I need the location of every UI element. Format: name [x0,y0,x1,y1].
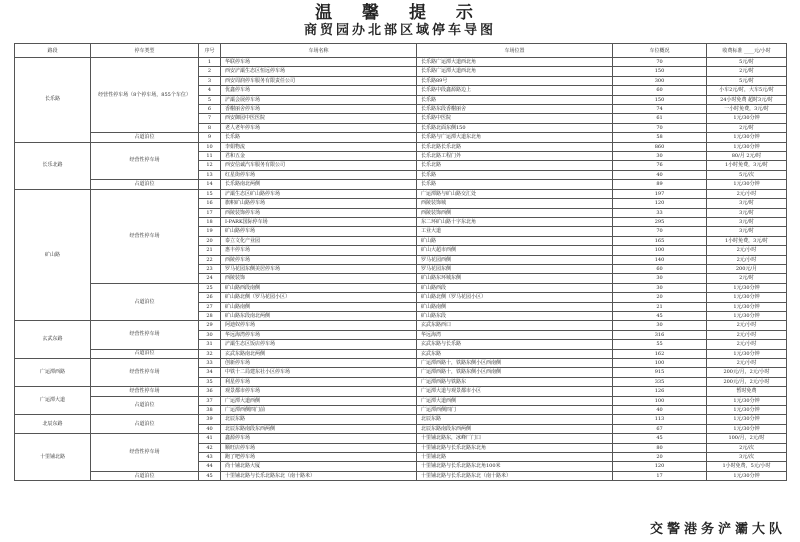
fee-cell: 一小时免费，3元/时 [707,105,787,114]
table-row [15,396,787,405]
serial-no-cell: 12 [199,161,221,170]
spots-cell: 58 [613,133,707,142]
lot-location-cell: 长乐路中医院 [417,114,613,123]
lot-name-cell: 优鑫停车场 [221,86,417,95]
lot-name-cell: 华远海湾停车场 [221,330,417,339]
header-fee: 收费标准 ____元/小时 [707,44,787,58]
serial-no-cell: 7 [199,114,221,123]
lot-location-cell: 玄武东路西口 [417,321,613,330]
lot-name-cell: 北辰东路 [221,415,417,424]
table-row [15,283,787,292]
spots-cell: 30 [613,283,707,292]
lot-name-cell: 浐灞生态区矿山路停车场 [221,189,417,198]
lot-name-cell: 矿山路北侧（罗马花园小区） [221,293,417,302]
spots-cell: 113 [613,415,707,424]
lot-location-cell: 东二环矿山路十字东北角 [417,217,613,226]
spots-cell: 120 [613,462,707,471]
serial-no-cell: 1 [199,58,221,67]
fee-cell: 5元/次 [707,170,787,179]
spots-cell: 30 [613,321,707,330]
serial-no-cell: 28 [199,311,221,320]
spots-cell: 61 [613,114,707,123]
lot-location-cell: 广运潭西侧四门 [417,406,613,415]
lot-location-cell: 华远海湾 [417,330,613,339]
lot-location-cell: 玄武东路与长乐路 [417,340,613,349]
table-row [15,180,787,189]
serial-no-cell: 17 [199,208,221,217]
fee-cell: 1元/30分钟 [707,114,787,123]
spots-cell: 162 [613,349,707,358]
fee-cell: 1元/30分钟 [707,396,787,405]
serial-no-cell: 22 [199,255,221,264]
spots-cell: 30 [613,152,707,161]
serial-no-cell: 27 [199,302,221,311]
lot-name-cell: 罗马花园东侧美居停车场 [221,264,417,273]
serial-no-cell: 39 [199,415,221,424]
lot-location-cell: 罗马花园东侧 [417,264,613,273]
table-row [15,387,787,396]
fee-cell: 80/月 2元/时 [707,152,787,161]
lot-name-cell: 长乐路 [221,133,417,142]
serial-no-cell: 45 [199,471,221,480]
lot-name-cell: 华联停车场 [221,58,417,67]
table-row [15,359,787,368]
fee-cell: 200元/月，2元/小时 [707,368,787,377]
lot-location-cell: 长乐路东段香榭丽舍 [417,105,613,114]
spots-cell: 860 [613,142,707,151]
lot-location-cell: 长乐北路长乐北路 [417,142,613,151]
serial-no-cell: 40 [199,424,221,433]
lot-location-cell: 西陵装饰西侧 [417,208,613,217]
lot-name-cell: 西安御园中医医院 [221,114,417,123]
fee-cell: 2元/小时 [707,255,787,264]
serial-no-cell: 19 [199,227,221,236]
fee-cell: 3元/时 [707,227,787,236]
table-body [15,58,787,481]
fee-cell: 3元/次 [707,453,787,462]
serial-no-cell: 42 [199,443,221,452]
lot-location-cell: 长乐路北面东侧150 [417,123,613,132]
lot-location-cell: 长乐路 [417,170,613,179]
lot-location-cell: 矿山路 [417,236,613,245]
lot-location-cell: 北辰东路南段东西两侧 [417,424,613,433]
parking-type-cell: 经营性停车场 [91,321,199,349]
lot-name-cell: 西陵装饰停车场 [221,208,417,217]
lot-name-cell: 鑫源停车场 [221,434,417,443]
spots-cell: 67 [613,424,707,433]
serial-no-cell: 41 [199,434,221,443]
spots-cell: 76 [613,161,707,170]
lot-location-cell: 广运潭西路十，铁路东侧小区西南侧 [417,359,613,368]
spots-cell: 197 [613,189,707,198]
serial-no-cell: 18 [199,217,221,226]
spots-cell: 55 [613,340,707,349]
parking-type-cell: 经营性停车场 [91,142,199,180]
lot-location-cell: 矿山路南侧 [417,302,613,311]
serial-no-cell: 33 [199,359,221,368]
fee-cell: 2元/小时 [707,321,787,330]
serial-no-cell: 20 [199,236,221,245]
lot-location-cell: 广运潭大道与观景都市小区 [417,387,613,396]
header-location: 车场位置 [417,44,613,58]
spots-cell: 33 [613,208,707,217]
lot-name-cell: 浐灞会展停车场 [221,95,417,104]
header-no: 序号 [199,44,221,58]
page-title: 温 馨 提 示 [315,3,485,23]
parking-type-cell: 占道泊位 [91,283,199,321]
serial-no-cell: 16 [199,199,221,208]
lot-location-cell: 工业大道 [417,227,613,236]
lot-location-cell: 长乐路与广运潭大道东北角 [417,133,613,142]
fee-cell: 1元/30分钟 [707,302,787,311]
header-road: 路段 [15,44,91,58]
serial-no-cell: 21 [199,246,221,255]
header-name: 车场名称 [221,44,417,58]
spots-cell: 60 [613,264,707,273]
fee-cell: 1元/30分钟 [707,406,787,415]
fee-cell: 3元/时 [707,217,787,226]
lot-location-cell: 广运潭大道西侧 [417,396,613,405]
spots-cell: 74 [613,105,707,114]
lot-location-cell: 长乐路广运潭大道西北角 [417,58,613,67]
parking-type-cell: 占道泊位 [91,415,199,434]
lot-location-cell: 广运潭西路十，铁路东侧小区西南侧 [417,368,613,377]
lot-name-cell: 顺旺店停车场 [221,443,417,452]
lot-name-cell: 中铁十二局建东社小区停车场 [221,368,417,377]
fee-cell: 5元/时 [707,76,787,85]
serial-no-cell: 34 [199,368,221,377]
table-row [15,189,787,198]
page-subtitle: 商贸园办北部区域停车导图 [303,23,496,38]
fee-cell: 1元/30分钟 [707,311,787,320]
road-cell: 广运潭西路 [15,359,91,387]
lot-location-cell: 矿山路东段 [417,311,613,320]
lot-name-cell: 十里铺北路与长乐北路东北（南十路米） [221,471,417,480]
lot-name-cell: 北辰东路南段东西两侧 [221,424,417,433]
serial-no-cell: 32 [199,349,221,358]
spots-cell: 70 [613,58,707,67]
parking-type-cell: 经营性停车场 [91,359,199,387]
fee-cell: 3元/时 [707,208,787,217]
footer-brigade: 交警港务浐灞大队 [649,522,786,537]
fee-cell: 1小时免费，3元/时 [707,161,787,170]
serial-no-cell: 9 [199,133,221,142]
lot-location-cell: 长乐路中段鑫源路边上 [417,86,613,95]
lot-name-cell: 西安周润停车服务有限责任公司 [221,76,417,85]
spots-cell: 100 [613,246,707,255]
lot-location-cell: 罗马花园西侧 [417,255,613,264]
lot-location-cell: 矿山路东环城东侧 [417,274,613,283]
fee-cell: 1小时免费，3元/时 [707,236,787,245]
serial-no-cell: 14 [199,180,221,189]
fee-cell: 3元/时 [707,199,787,208]
spots-cell: 45 [613,434,707,443]
lot-location-cell: 十里铺北路与长乐北路东北角 [417,443,613,452]
lot-location-cell: 矿山大超市西侧 [417,246,613,255]
fee-cell: 5元/时 [707,58,787,67]
lot-name-cell: 玄武东路南北两侧 [221,349,417,358]
lot-name-cell: 香榭丽舍停车场 [221,105,417,114]
spots-cell: 295 [613,217,707,226]
fee-cell: 2元/小时 [707,246,787,255]
spots-cell: 915 [613,368,707,377]
lot-name-cell: 惠丰停车场 [221,246,417,255]
lot-name-cell: 浐灞生态区饭店停车场 [221,340,417,349]
fee-cell: 2元/小时 [707,330,787,339]
serial-no-cell: 25 [199,283,221,292]
table-row [15,321,787,330]
road-cell: 长乐路 [15,58,91,143]
spots-cell: 70 [613,123,707,132]
spots-cell: 45 [613,311,707,320]
spots-cell: 150 [613,95,707,104]
lot-location-cell: 十里铺北路东，冰峰厂门口 [417,434,613,443]
fee-cell: 2元/时 [707,274,787,283]
serial-no-cell: 29 [199,321,221,330]
lot-name-cell: 矿山路西段南侧 [221,283,417,292]
serial-no-cell: 6 [199,105,221,114]
lot-name-cell: I-PARK国际停车场 [221,217,417,226]
serial-no-cell: 30 [199,330,221,339]
lot-name-cell: 李娟物流 [221,142,417,151]
serial-no-cell: 4 [199,86,221,95]
lot-name-cell: 西安浐灞生态区恒远停车场 [221,67,417,76]
table-row [15,434,787,443]
parking-type-cell: 占道泊位 [91,133,199,142]
table-row [15,349,787,358]
lot-name-cell: 创新停车场 [221,359,417,368]
serial-no-cell: 37 [199,396,221,405]
serial-no-cell: 31 [199,340,221,349]
serial-no-cell: 43 [199,453,221,462]
lot-name-cell: 广运潭大道西侧 [221,396,417,405]
lot-location-cell: 矿山路北侧（罗马花园小区） [417,293,613,302]
spots-cell: 140 [613,255,707,264]
spots-cell: 165 [613,236,707,245]
lot-name-cell: 西陵停车场 [221,255,417,264]
lot-location-cell: 长乐路 [417,95,613,104]
lot-name-cell: 红星街停车场 [221,170,417,179]
spots-cell: 100 [613,396,707,405]
lot-location-cell: 长乐路 [417,180,613,189]
spots-cell: 316 [613,330,707,339]
road-cell: 矿山路 [15,189,91,321]
lot-location-cell: 十里铺北路 [417,453,613,462]
parking-type-cell: 经营性停车场 [91,387,199,396]
parking-table [14,43,787,481]
table-row [15,142,787,151]
fee-cell: 1元/30分钟 [707,424,787,433]
serial-no-cell: 24 [199,274,221,283]
lot-name-cell: 矿山路东段南北两侧 [221,311,417,320]
fee-cell: 2元/次 [707,443,787,452]
fee-cell: 小车2元/时，大车5元/时 [707,86,787,95]
parking-type-cell: 经营性停车场 [91,189,199,283]
lot-location-cell: 广运潭路与矿山路交汇处 [417,189,613,198]
fee-cell: 2元/小时 [707,359,787,368]
lot-name-cell: 西陵装饰 [221,274,417,283]
lot-location-cell: 长乐路89号 [417,76,613,85]
lot-location-cell: 北辰东路 [417,415,613,424]
serial-no-cell: 2 [199,67,221,76]
spots-cell: 40 [613,406,707,415]
lot-name-cell: 老人老年停车场 [221,123,417,132]
lot-location-cell: 矿山路西段 [417,283,613,292]
fee-cell: 1元/30分钟 [707,293,787,302]
lot-location-cell: 广运潭西路与铁路东 [417,377,613,386]
lot-name-cell: 西安信诚汽车服务有限公司 [221,161,417,170]
spots-cell: 21 [613,302,707,311]
lot-location-cell: 玄武东路 [417,349,613,358]
lot-location-cell: 长乐北路工程门外 [417,152,613,161]
parking-type-cell: 经营性停车场（8个停车场，855个车位） [91,58,199,133]
serial-no-cell: 11 [199,152,221,161]
fee-cell: 100/月，2元/时 [707,434,787,443]
table-row [15,58,787,67]
lot-location-cell: 十里铺北路与长乐北路东北（南十路米） [417,471,613,480]
fee-cell: 1元/30分钟 [707,349,787,358]
road-cell: 北辰东路 [15,415,91,434]
parking-type-cell: 占道泊位 [91,396,199,415]
fee-cell: 2元/小时 [707,189,787,198]
fee-cell: 200元/月 [707,264,787,273]
road-cell: 玄武东路 [15,321,91,359]
spots-cell: 335 [613,377,707,386]
spots-cell: 70 [613,227,707,236]
spots-cell: 100 [613,359,707,368]
header-spots: 车位概况 [613,44,707,58]
fee-cell: 2元/小时 [707,340,787,349]
lot-name-cell: 尚十铺北路大厦 [221,462,417,471]
lot-name-cell: 旗帜矿山路停车场 [221,199,417,208]
spots-cell: 60 [613,86,707,95]
road-cell: 长乐北路 [15,142,91,189]
fee-cell: 1元/30分钟 [707,180,787,189]
spots-cell: 150 [613,67,707,76]
lot-name-cell: 君和五金 [221,152,417,161]
fee-cell: 2元/时 [707,67,787,76]
serial-no-cell: 5 [199,95,221,104]
fee-cell: 1元/30分钟 [707,142,787,151]
header-type: 停车类型 [91,44,199,58]
lot-location-cell: 西陵装饰城 [417,199,613,208]
fee-cell: 1元/30分钟 [707,133,787,142]
spots-cell: 80 [613,443,707,452]
table-row [15,133,787,142]
fee-cell: 200元/月，2元/小时 [707,377,787,386]
table-row [15,415,787,424]
lot-name-cell: 长乐路南北两侧 [221,180,417,189]
serial-no-cell: 13 [199,170,221,179]
fee-cell: 1元/30分钟 [707,415,787,424]
parking-type-cell: 占道泊位 [91,471,199,480]
lot-name-cell: 泰立文化产业园 [221,236,417,245]
lot-location-cell: 长乐北路 [417,161,613,170]
lot-name-cell: 跑了吧停车场 [221,453,417,462]
lot-name-cell: 利星停车场 [221,377,417,386]
fee-cell: 1小时免费，5元/小时 [707,462,787,471]
road-cell: 十里铺北路 [15,434,91,481]
parking-type-cell: 经营性停车场 [91,434,199,472]
serial-no-cell: 35 [199,377,221,386]
serial-no-cell: 44 [199,462,221,471]
lot-name-cell: 广运潭西侧四门前 [221,406,417,415]
lot-name-cell: 阿迪奴停车场 [221,321,417,330]
fee-cell: 1元/30分钟 [707,283,787,292]
spots-cell: 20 [613,293,707,302]
lot-name-cell: 矿山路南侧 [221,302,417,311]
lot-name-cell: 矿山路停车场 [221,227,417,236]
lot-location-cell: 长乐路广运潭大道西北角 [417,67,613,76]
fee-cell: 2元/时 [707,123,787,132]
serial-no-cell: 10 [199,142,221,151]
parking-type-cell: 占道泊位 [91,349,199,358]
table-row [15,471,787,480]
spots-cell: 120 [613,199,707,208]
spots-cell: 20 [613,453,707,462]
serial-no-cell: 15 [199,189,221,198]
fee-cell: 24小时免费 超时3元/时 [707,95,787,104]
fee-cell: 暂时免费 [707,387,787,396]
serial-no-cell: 3 [199,76,221,85]
spots-cell: 300 [613,76,707,85]
fee-cell: 1元/30分钟 [707,471,787,480]
spots-cell: 126 [613,387,707,396]
spots-cell: 30 [613,274,707,283]
serial-no-cell: 36 [199,387,221,396]
parking-type-cell: 占道泊位 [91,180,199,189]
spots-cell: 40 [613,170,707,179]
serial-no-cell: 38 [199,406,221,415]
lot-name-cell: 观景都市停车场 [221,387,417,396]
serial-no-cell: 23 [199,264,221,273]
lot-location-cell: 十里铺北路与长乐北路东北角100米 [417,462,613,471]
serial-no-cell: 26 [199,293,221,302]
serial-no-cell: 8 [199,123,221,132]
road-cell: 广运潭大道 [15,387,91,415]
table-header-row [15,44,787,58]
spots-cell: 17 [613,471,707,480]
spots-cell: 89 [613,180,707,189]
